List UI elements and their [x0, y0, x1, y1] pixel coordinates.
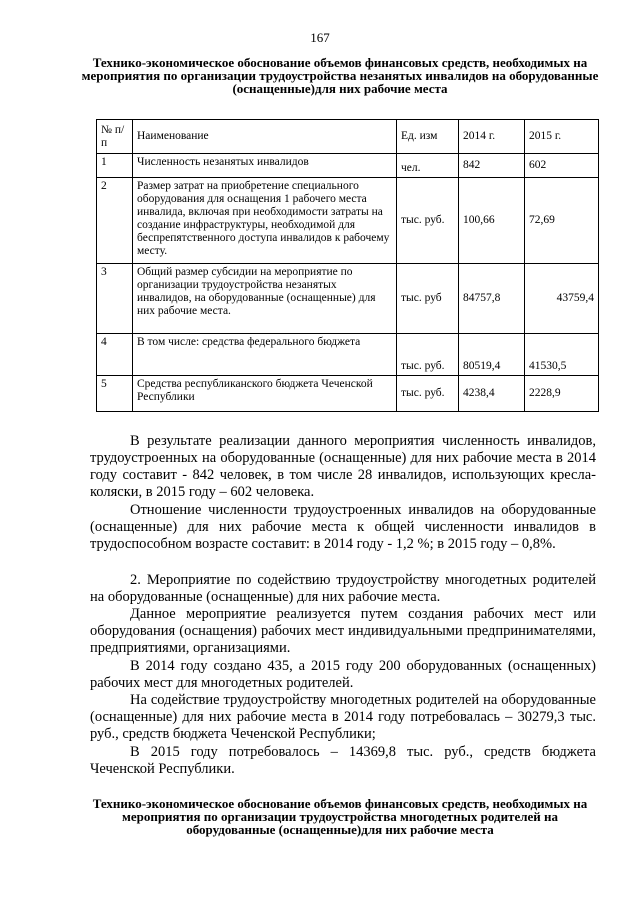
body-paragraph: В результате реализации данного мероприятия численность инвалидов, трудоустроенных на оборудованные (оснащенные) для них рабочие места в 2014 году составит - 842 человек, в том числе 28 инвалидов, использующих кресла-коляски, в 2015 году – 602 человека.	[90, 433, 596, 500]
cell-name: Общий размер субсидии на мероприятие по организации трудоустройства незанятых инвалидов, на оборудованные (оснащенные) для них рабочие места.	[133, 264, 397, 334]
cell-num: 2	[97, 178, 133, 264]
cell-unit: чел.	[397, 154, 459, 178]
table-row	[97, 334, 599, 376]
cell-unit: тыс. руб.	[397, 334, 459, 376]
cell-2014: 100,66	[459, 178, 525, 264]
cell-unit: тыс. руб	[397, 264, 459, 334]
section-heading-disabled: Технико-экономическое обоснование объемов финансовых средств, необходимых на мероприятия по организации трудоустройства незанятых инвалидов на оборудованные (оснащенные)для них рабочие места	[81, 55, 599, 96]
table-row	[97, 376, 599, 412]
cell-2015: 41530,5	[525, 334, 599, 376]
cell-unit: тыс. руб.	[397, 376, 459, 412]
cost-table	[96, 119, 599, 412]
cell-name: Средства республиканского бюджета Чеченской Республики	[133, 376, 397, 412]
table-header-row	[97, 120, 599, 154]
table-row	[97, 264, 599, 334]
page-number: 167	[310, 30, 330, 45]
table-row	[97, 154, 599, 178]
body-paragraph: На содействие трудоустройству многодетных родителей на оборудованные (оснащенные) для них рабочие места в 2014 году потребовалась – 30279,3 тыс. руб., средств бюджета Чеченской Республики;	[90, 692, 596, 742]
table-row	[97, 178, 599, 264]
cell-2015: 2228,9	[525, 376, 599, 412]
header-2014: 2014 г.	[459, 120, 525, 154]
cell-num: 4	[97, 334, 133, 376]
header-name: Наименование	[133, 120, 397, 154]
body-paragraph: В 2014 году создано 435, а 2015 году 200 оборудованных (оснащенных) рабочих мест для многодетных родителей.	[90, 658, 596, 691]
cell-num: 1	[97, 154, 133, 178]
body-paragraph: В 2015 году потребовалось – 14369,8 тыс. руб., средств бюджета Чеченской Республики.	[90, 744, 596, 777]
body-paragraph: Отношение численности трудоустроенных инвалидов на оборудованные (оснащенные) для них рабочие места к общей численности инвалидов в трудоспособном возрасте составит: в 2014 году - 1,2 %; в 2015 году – 0,8%.	[90, 502, 596, 552]
cell-name: Размер затрат на приобретение специального оборудования для оснащения 1 рабочего места инвалида, включая при необходимости затраты на создание инфраструктуры, необходимой для беспрепятственного доступа инвалидов к рабочему месту.	[133, 178, 397, 264]
header-2015: 2015 г.	[525, 120, 599, 154]
cell-unit: тыс. руб.	[397, 178, 459, 264]
body-paragraph: 2. Мероприятие по содействию трудоустройству многодетных родителей на оборудованные (оснащенные) для них рабочие места.	[90, 572, 596, 605]
body-paragraph: Данное мероприятие реализуется путем создания рабочих мест или оборудования (оснащения) рабочих мест индивидуальными предпринимателями, предприятиями, организациями.	[90, 606, 596, 656]
section-heading-parents: Технико-экономическое обоснование объемов финансовых средств, необходимых на мероприятия по организации трудоустройства многодетных родителей на оборудованные (оснащенные)для них рабочие места	[92, 796, 588, 837]
cell-2015: 43759,4	[525, 264, 599, 334]
header-unit: Ед. изм	[397, 120, 459, 154]
cell-2015: 602	[525, 154, 599, 178]
header-num: № п/п	[97, 120, 133, 154]
cell-2014: 4238,4	[459, 376, 525, 412]
cell-name: Численность незанятых инвалидов	[133, 154, 397, 178]
cell-num: 3	[97, 264, 133, 334]
cell-2015: 72,69	[525, 178, 599, 264]
cell-2014: 84757,8	[459, 264, 525, 334]
cell-name: В том числе: средства федерального бюджета	[133, 334, 397, 376]
cell-num: 5	[97, 376, 133, 412]
cell-2014: 80519,4	[459, 334, 525, 376]
cell-2014: 842	[459, 154, 525, 178]
